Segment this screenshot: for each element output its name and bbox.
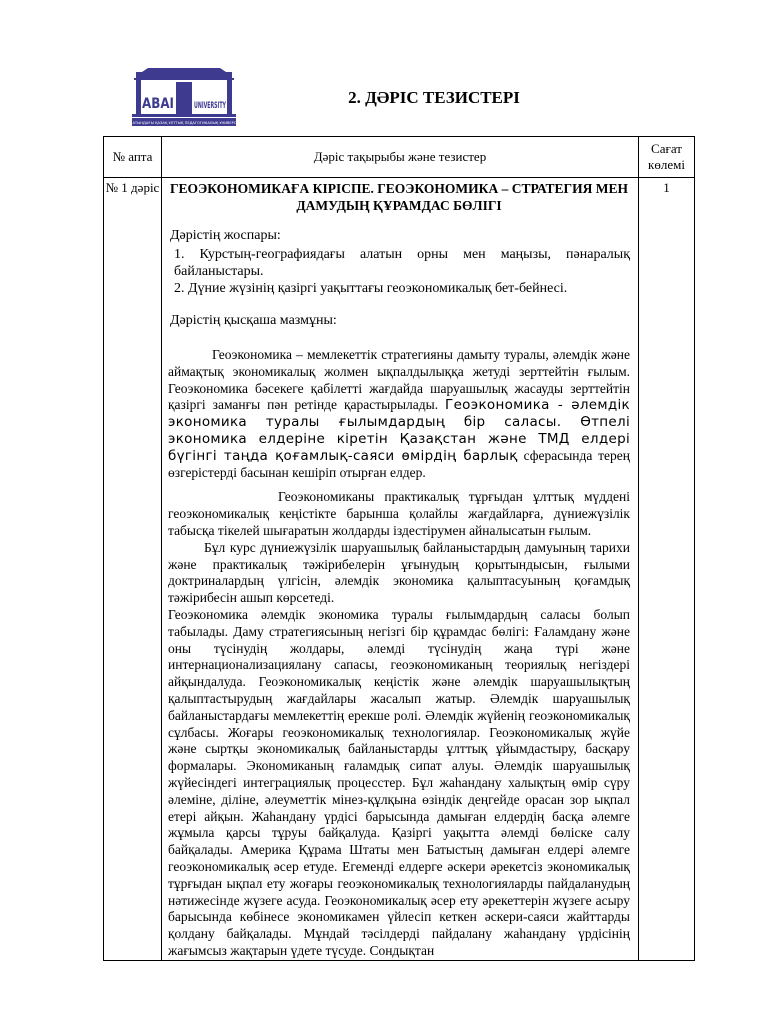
- header-hours: Сағат көлемі: [639, 137, 695, 178]
- plan-list: [174, 246, 630, 297]
- plan-heading: Дәрістің жоспары:: [170, 228, 281, 243]
- page-title: 2. ДӘРІС ТЕЗИСТЕРІ: [348, 88, 520, 107]
- content-cell: [162, 178, 639, 961]
- table-row: [104, 178, 695, 961]
- paragraph-1-c: сферасында терең өзгерістерді басынан кешіріп отырған елдер.: [168, 447, 630, 480]
- paragraph-1: [168, 347, 630, 481]
- svg-text:ABAI: ABAI: [142, 96, 174, 112]
- paragraph-3: Бұл курс дүниежүзілік шаруашылық байланыстардың дамуының тарихи және практикалық тәжірибелерін ұғынудың қорытындысын, ғылыми доктриналардың үлгісін, әлемдік экономика қалыптасуының қоғамдық тәжірибесін ашып көрсетеді.: [168, 539, 630, 606]
- paragraph-2: Геоэкономиканы практикалық тұрғыдан ұлттық мүддені геоэкономикалық кеңістікте барынша қолайлы жағдайларға, дүниежүзілік табысқа тікелей шығаратын жолдарды іздестірумен айналысатын ғылым.: [168, 489, 630, 538]
- logo-subtext: АБАЙ АТЫНДАҒЫ ҚАЗАҚ ҰЛТТЫҚ ПЕДАГОГИКАЛЫҚ УНИВЕРСИТЕТІ: [121, 121, 247, 125]
- paragraph-4: Геоэкономика әлемдік экономика туралы ғылымдардың саласы болып табылады. Даму стратегиясының негізгі бір құрамдас бөлігі: Ғаламдану және оны түсінудің жолдары, әлемді түсінудің жаңа түрі және интернационализациялану сапасы, геоэкономиканың теориялық негіздері айқындалуда. Геоэкономикалық кеңістік және әлемдік шаруашылықтың қалыптастырудың жағдайлары жасалып жатыр. Әлемдік шаруашылық байланыстардағы мемлекеттің ерекше ролі. Әлемдік жүйенің геоэкономикалық сұлбасы. Жоғары геоэкономикалық технологиялар. Геоэкономикалық жүйе және сыртқы экономикалық байланыстарды ұлттық ұйымдастыру, басқару формалары. Экономиканың ғаламдық сипат алуы. Әлемдік шаруашылық жүйесіндегі интеграциялық процесстер. Бұл жаһандану халықтың өмір сүру әлеміне, діліне, әлеуметтік мінез-құлқына өзіндік деңгейде орасан зор ықпал етері айқын. Жаһандану үрдісі барысында дамыған елдердің басқа әлемге жұмыла қарсы тұруы байқалуда. Қазіргі уақытта әлемді бөліске салу байқалады. Америка Құрама Штаты мен Батыстың дамыған елдері әлемге геоэкономикалық әсер етуде. Егеменді елдерге әскери әрекетсіз экономикалық тұрғыдан ықпал ету жоғары геоэкономикалық технологияларды пайдаланудың нәтижесінде жүзеге асуда. Геоэкономикалық әсер ету әрекеттерін жүзеге асыру барысында көбінесе экономикамен үйлесіп кеткен әскери-саяси жайттарды қолдану байқалады. Мұндай тәсілдерді пайдалану жаһандану үрдісінің жағымсыз жақтарын үдете түсуде. Сондықтан: [168, 606, 630, 958]
- paragraph-1-a: Геоэкономика – мемлекеттік стратегияны дамыту туралы, әлемдік және аймақтық экономикалық жолмен ықпалдылыққа жетуді зерттейтін ғылым. Геоэкономика бәсекеге қабілетті жағдайда шаруашылық жасауды зерттейтін қазіргі заманғы пән ретінде қарастырылады.: [168, 347, 630, 413]
- lecture-table: [103, 136, 695, 961]
- paragraph-1-b: Геоэкономика - әлемдік экономика туралы ғылымдардың бір саласы. Өтпелі экономика елдеріне кіретін Қазақстан және ТМД елдері бүгінгі таңда қоғамлық-саяси өмірдің барлық: [168, 397, 630, 464]
- header-topic: Дәріс тақырыбы және тезистер: [162, 137, 639, 178]
- week-cell: № 1 дәріс: [104, 178, 162, 961]
- plan-item: 1. Курстың-географиядағы алатын орны мен маңызы, пәнаралық байланыстары.: [174, 247, 630, 279]
- lecture-topic: ГЕОЭКОНОМИКАҒА КІРІСПЕ. ГЕОЭКОНОМИКА – СТРАТЕГИЯ МЕН ДАМУДЫҢ ҚҰРАМДАС БӨЛІГІ: [169, 181, 629, 213]
- header-week: № апта: [104, 137, 162, 178]
- hours-cell: 1: [639, 178, 695, 961]
- svg-text:UNIVERSITY: UNIVERSITY: [194, 101, 227, 111]
- table-header-row: [104, 137, 695, 178]
- plan-item: 2. Дүние жүзінің қазіргі уақыттағы геоэкономикалық бет-бейнесі.: [174, 281, 568, 296]
- summary-heading: Дәрістің қысқаша мазмұны:: [170, 313, 337, 328]
